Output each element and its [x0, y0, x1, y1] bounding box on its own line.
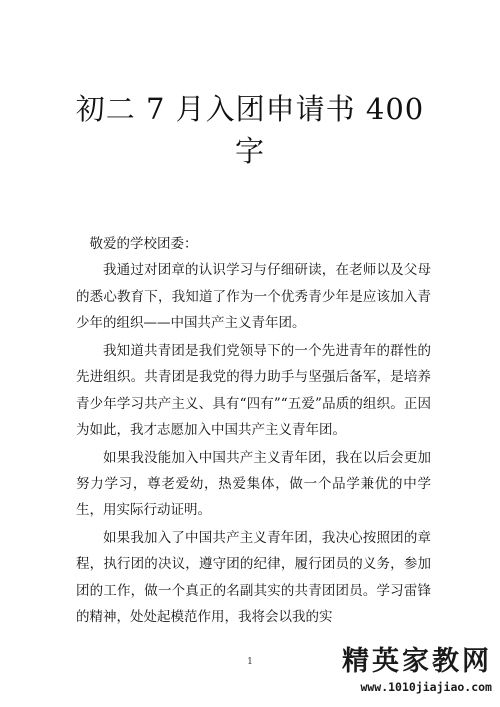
watermark-logo-text: 精英家教网 — [342, 646, 492, 677]
paragraph-1: 我通过对团章的认识学习与仔细研读，在老师以及父母的悉心教育下，我知道了作为一个优秀青少年是应该加入青少年的组织——中国共产主义青年团。 — [76, 262, 431, 332]
greeting-line: 敬爱的学校团委： — [89, 236, 198, 252]
paragraph-3: 如果我没能加入中国共产主义青年团，我在以后会更加努力学习，尊老爱幼，热爱集体，做一个品学兼优的中学生，用实际行动证明。 — [76, 449, 431, 519]
paragraph-4: 如果我加入了中国共产主义青年团，我决心按照团的章程，执行团的决议，遵守团的纪律，履行团员的义务，参加团的工作，做一个真正的名副其实的共青团团员。学习雷锋的精神，处处起模范作用，我将会以我的实 — [76, 530, 431, 626]
page-number: 1 — [247, 657, 253, 667]
document-title: 初二 7 月入团申请书 400 字 — [75, 92, 425, 168]
document-body — [76, 231, 431, 632]
site-watermark — [342, 645, 492, 701]
watermark-url: www.1010jiajiao.com — [360, 680, 492, 694]
paragraph-2: 我知道共青团是我们党领导下的一个先进青年的群性的先进组织。共青团是我党的得力助手与坚强后备军，是培养青少年学习共产主义、具有“四有”“五爱”品质的组织。正因为如此，我才志愿加入中国共产主义青年团。 — [76, 342, 431, 439]
